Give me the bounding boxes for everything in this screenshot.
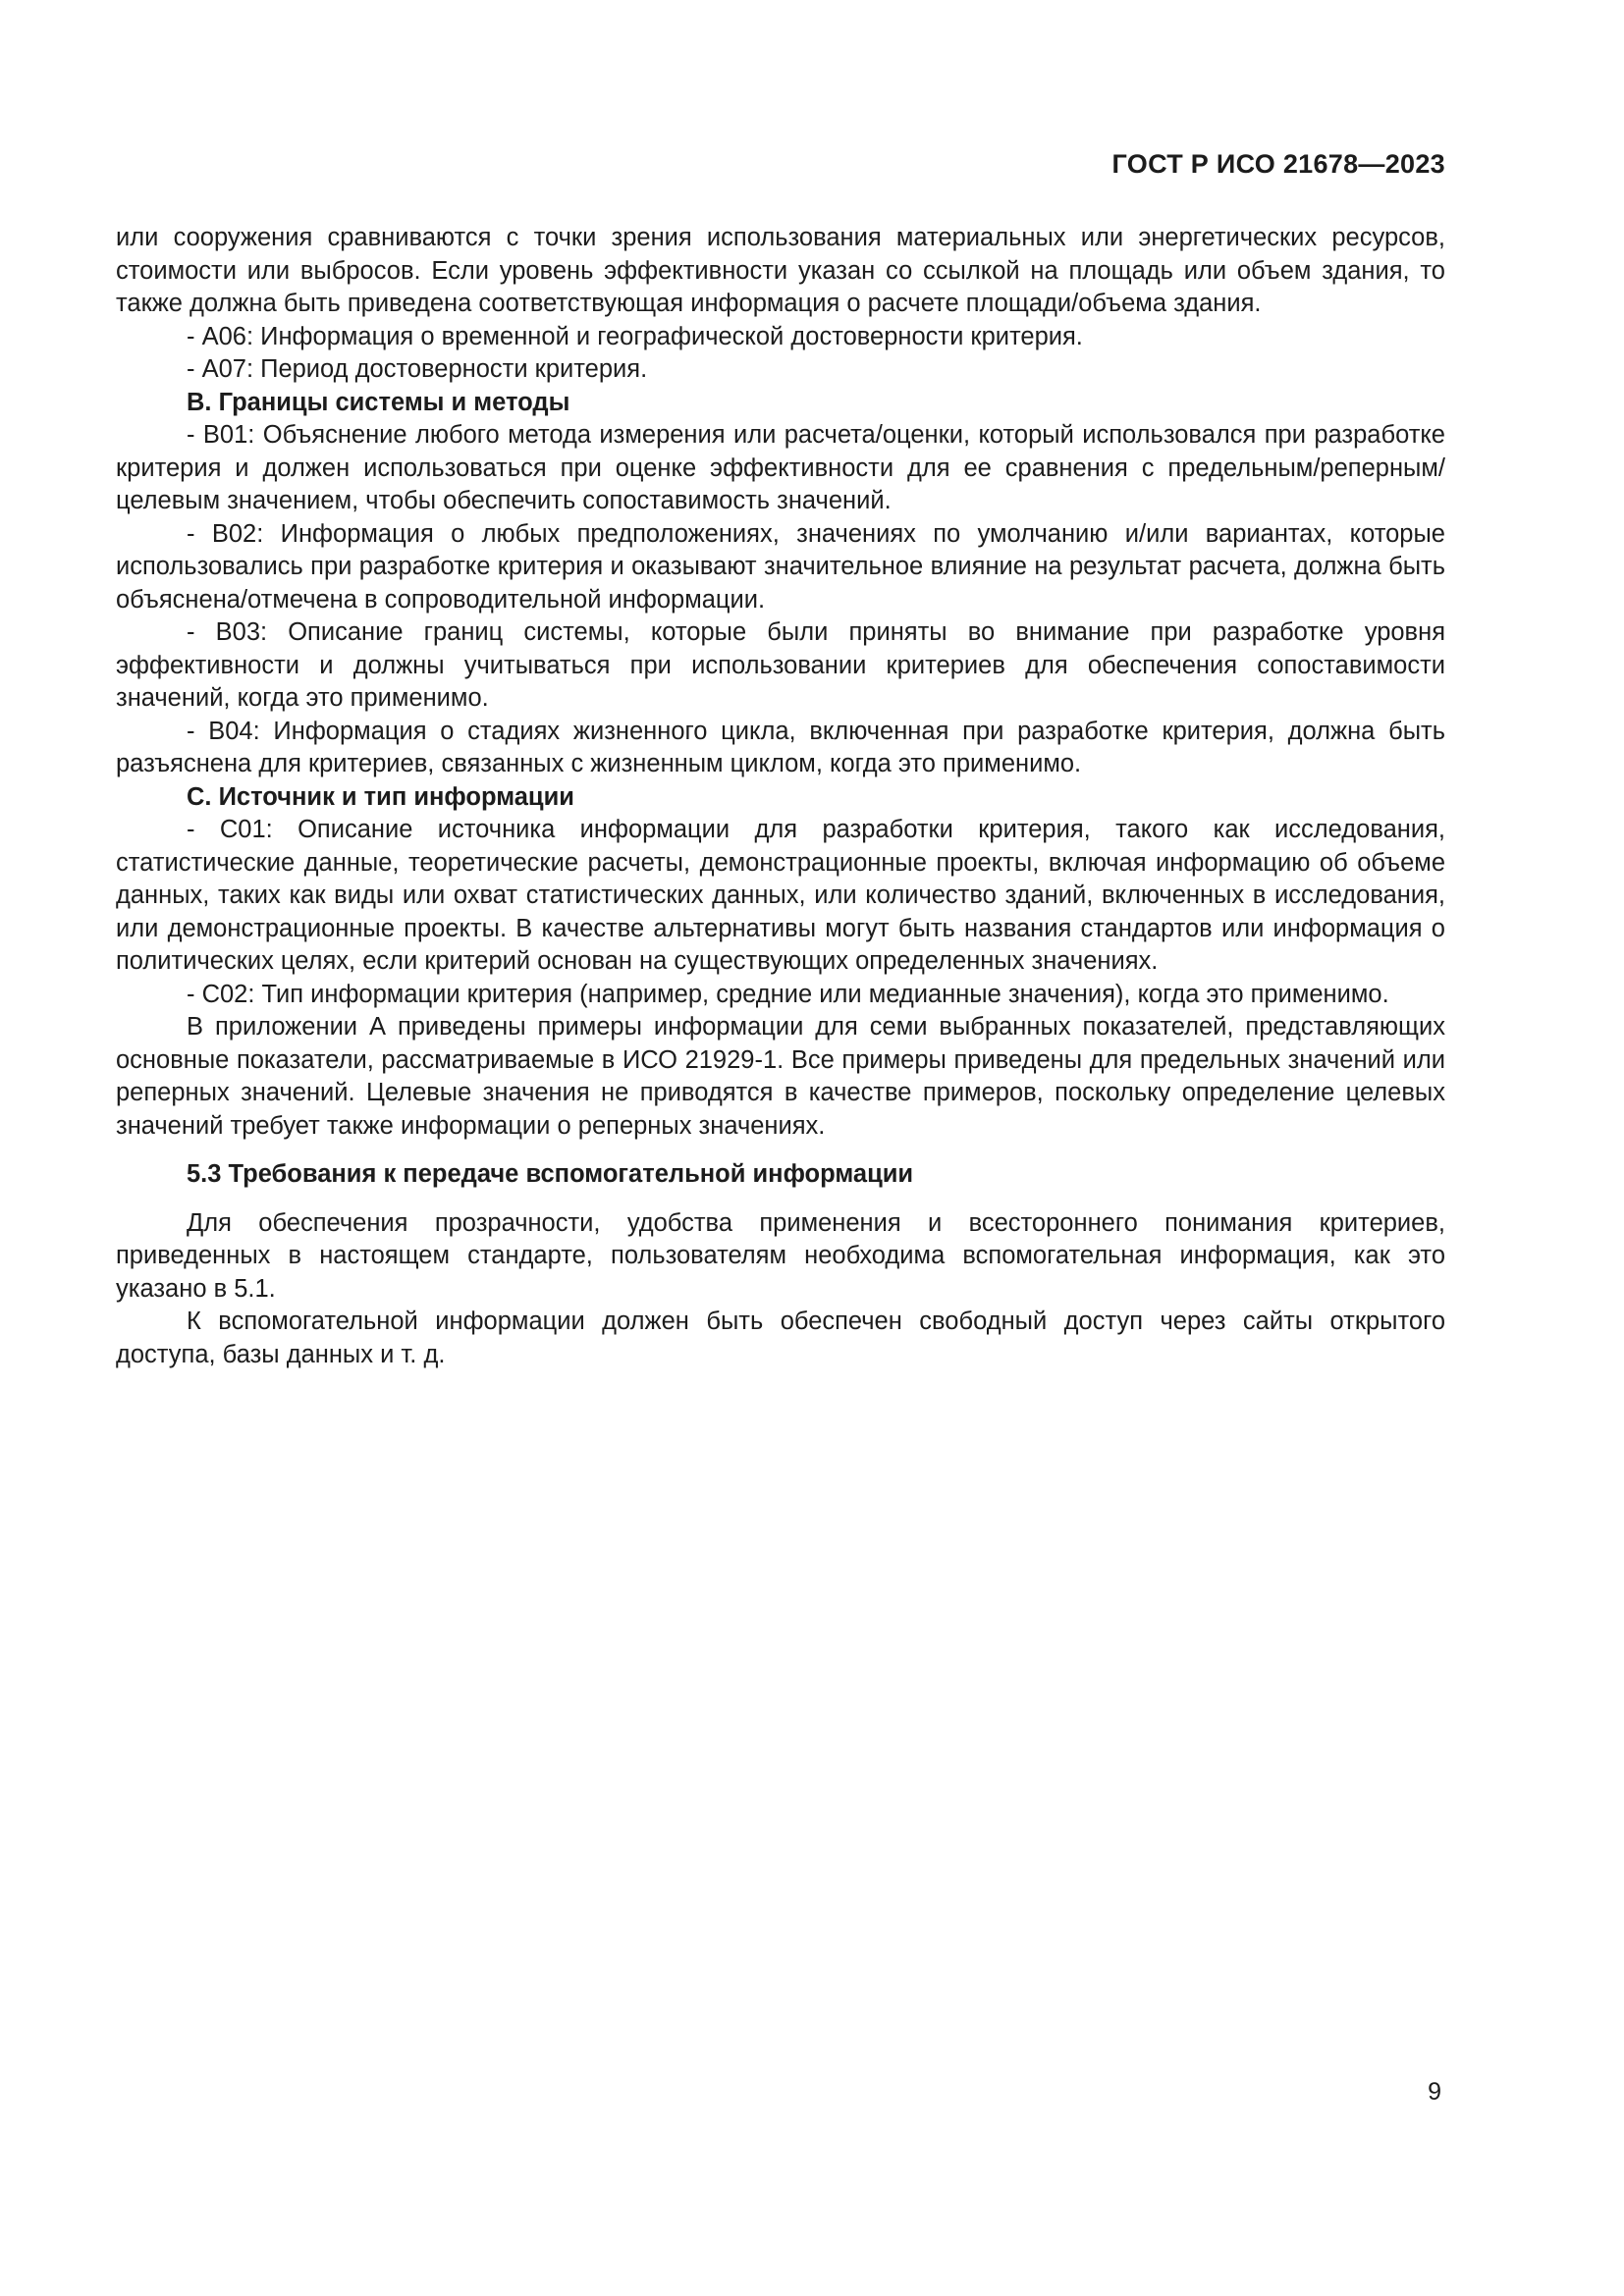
item-a06: - А06: Информация о временной и географической достоверности критерия. [187,322,1083,350]
subheading-c: С. Источник и тип информации [187,782,574,811]
paragraph-5-3-second: К вспомогательной информации должен быть обеспечен свободный доступ через сайты открытого доступа, базы данных и т. д. [116,1308,1445,1368]
subheading-b: В. Границы системы и методы [187,388,570,416]
item-b01: - В01: Объяснение любого метода измерения или расчета/оценки, который использовался при разработке критерия и должен использоваться при оценке эффективности для ее сравнения с предельным/реперным/целевым значением, чтобы обеспечить сопоставимость значений. [116,421,1445,514]
item-a07: - А07: Период достоверности критерия. [187,355,648,383]
paragraph-annex-a: В приложении А приведены примеры информации для семи выбранных показателей, представляющих основные показатели, рассматриваемые в ИСО 21929-1. Все примеры приведены для предельных значений или реперных значений. Целевые значения не приводятся в качестве примеров, поскольку определение целевых значений требует также информации о реперных значениях. [116,1013,1445,1140]
document-body [116,222,1445,1371]
item-b03: - В03: Описание границ системы, которые были приняты во внимание при разработке уровня эффективности и должны учитываться при использовании критериев для обеспечения сопоставимости значений, когда это применимо. [116,618,1445,712]
document-id-header: ГОСТ Р ИСО 21678—2023 [1111,149,1445,179]
page-number: 9 [1428,2078,1441,2106]
item-b02: - В02: Информация о любых предположениях, значениях по умолчанию и/или вариантах, которые использовались при разработке критерия и оказывают значительное влияние на результат расчета, должна быть объяснена/отмечена в сопроводительной информации. [116,519,1445,614]
paragraph-continuation: или сооружения сравниваются с точки зрения использования материальных или энергетических ресурсов, стоимости или выбросов. Если уровень эффективности указан со ссылкой на площадь или объем здания, то также должна быть приведена соответствующая информация о расчете площади/объема здания. [116,224,1445,317]
item-c01: - С01: Описание источника информации для разработки критерия, такого как исследования, статистические данные, теоретические расчеты, демонстрационные проекты, включая информацию об объеме данных, таких как виды или охват статистических данных, или количество зданий, включенных в исследования, или демонстрационные проекты. В качестве альтернативы могут быть названия стандартов или информация о политических целях, если критерий основан на существующих определенных значениях. [116,816,1445,975]
item-c02: - С02: Тип информации критерия (например, средние или медианные значения), когда это применимо. [187,980,1389,1008]
item-b04: - В04: Информация о стадиях жизненного цикла, включенная при разработке критерия, должна быть разъяснена для критериев, связанных с жизненным циклом, когда это применимо. [116,717,1445,777]
paragraph-5-3-first: Для обеспечения прозрачности, удобства применения и всестороннего понимания критериев, приведенных в настоящем стандарте, пользователям необходима вспомогательная информация, как это указано в 5.1. [116,1208,1445,1303]
section-title-5-3: 5.3 Требования к передаче вспомогательной информации [187,1160,914,1188]
